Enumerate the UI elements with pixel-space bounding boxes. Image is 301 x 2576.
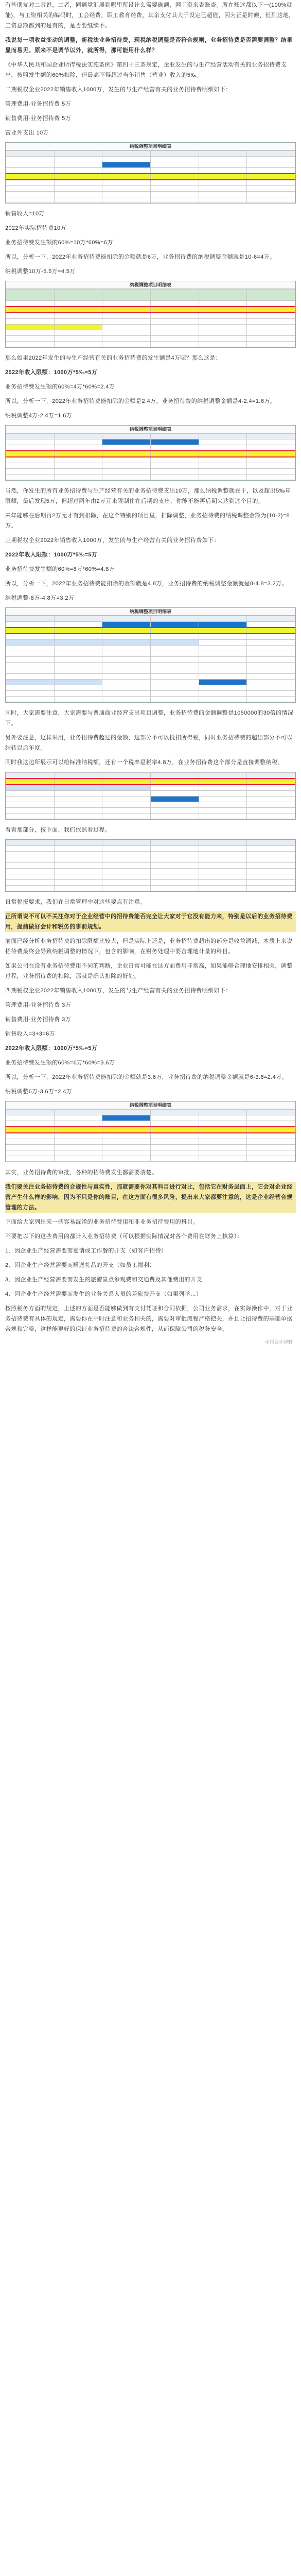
sheet-grid [6,840,295,891]
example4-calc: 业务招待费发生额的60%=8万*60%=4.8万 [5,566,115,572]
example5-intro: 四期税权企业2022年销售收入1000万，发生的与生产经营有关的业务招待费明细如下： [5,988,232,994]
example2-limit: 2022年收入限额：1000万*5‰=5万 [5,369,98,376]
example5-adjust: 纳税调整6万-3.6万=2.4万 [5,1089,73,1095]
list-item: 3、因企业生产经营需要而发生的旅游景点参观费和交通费及其他费用的开支 [5,1277,202,1283]
example1-note: 所以，分析一下，2022年业务招待费能扣除的金额就是6万，业务招待费的纳税调整金额就是10-6=4万。 [5,254,276,260]
sheet-grid [6,433,295,480]
list-item: 2、因企业生产经营需要而赠送礼品的开支（如员工福利） [5,1262,155,1268]
paragraph: 同时，大家需要注意，大家需要与普通商业经营支出项目调整，业务招待费的金额调整是1050000的30倍的情况下。 [5,710,294,726]
watermark-logo [5,1338,296,1345]
example1-base: 销售收入=10万 [5,211,45,217]
example1-item: 销售费用-业务招待费 5万 [5,115,72,122]
example5-item: 管理费用-业务招待费 3万 [5,1002,72,1008]
spreadsheet-image-2 [5,281,296,348]
sheet-title: 纳税调整项目明细表 [6,281,295,289]
sheet-grid [6,150,295,203]
example5-note: 所以，分析一下，2022年业务招待费能扣除的金额就是3.6万，业务招待费的纳税调整金额就是6-3.6=2.4万。 [5,1074,288,1080]
example4-limit: 2022年收入限额：1000万*5‰=5万 [5,552,98,558]
spreadsheet-image-5 [5,772,296,820]
list-item: 1、因企业生产经营需要而宴请或工作餐的开支（如客户招待） [5,1248,167,1254]
spreadsheet-image-1 [5,142,296,204]
paragraph: 其实，业务招待费的审批，各种的招待费发生都需要清楚。 [5,1170,158,1176]
example2-adjust: 纳税调整4万-2.4万=1.6万 [5,413,73,419]
example5-calc: 业务招待费发生额的60%=6万*60%=3.6万 [5,1060,115,1066]
example3-text: 当然，你发生的所有业务招待费与生产经营有关的业务招待费支出10万，那么纳税调整就在于，以及超出5‰年限额，最后发现5万，但超过两年由2万元来限制住在后期的支出，你能不能再后期来达到这个目的。 [5,488,291,504]
example1-calc: 业务招待费发生额的60%=10万*60%=6万 [5,240,113,246]
sheet-title: 纳税调整项目明细表 [6,143,295,150]
example1-intro: 二期税权企业2022年销售收入1000万，发生的与生产经营有关的业务招待费明细如下： [5,87,232,93]
sheet-grid [6,616,295,702]
paragraph: 前面已经分析业务招待费的扣除限额比较大，但是实际上还是，业务招待费超出的部分是收益调减，本质上来说招待费最终会导致纳税调整的情况下，包含的影响，在财务处理中要合理地计量的科目。 [5,938,293,955]
paragraph: 如果公司在没有业务招待费用不同的判断，企业日常可能在这方面费用非常高，如果能够合理地安排相关，调整过程，业务招待费的扣除，那就是确认扣除的好处。 [5,963,293,979]
paragraph: 同时我这边所展示可以给标准纳税额，还有一个税率是税率4.8万，在业务招待费这个部分是直接调整纳税。 [5,759,284,766]
highlight-paragraph: 我们要关注业务招待费的合规性与真实性，那就需要你对其科目进行对比，包括它在财务层面上，它会对企业经营产生什么样的影响，因为不只是你的账目，在这方面有很多风险，提出来大家都要注意的，这是企业经营合规管理的方法。 [5,1182,296,1213]
paragraph: 日常税报要求，我们在日常管理中对这些要点有注意。 [5,899,146,905]
sheet-title: 纳税调整项目明细表 [6,608,295,616]
example2-calc: 业务招待费发生额的60%=4万*60%=2.4万 [5,384,115,390]
example4-note: 所以，分析一下，2022年业务招待费能扣除的金额就是4.8万，业务招待费的纳税调整金额就是8-4.8=3.2万。 [5,581,288,587]
example1-item: 管理费用-业务招待费 5万 [5,101,72,107]
example5-limit: 2022年收入限额：1000万*5‰=5万 [5,1045,98,1052]
example4-adjust: 纳税调整-8万-4.8万=3.2万 [5,595,75,601]
question-paragraph: 我说每一项收益变动的调整，新税法业务招待费，现税纳税调整是否符合规则，业务招待费是否需要调整？结果显而易见。原来不是调节以外，就所得，那可能用什么样？ [5,37,293,54]
example2-intro: 那么如果2022年发生的与生产经营有关的业务招待费的发生额是4万呢？那么这是： [5,355,222,361]
sheet-grid [6,772,295,819]
paragraph: 另外要注意，这样采用，业务招待费超过的金额，这部分不可以抵扣所得税，同时业务招待费的超出部分不可以结转以后年度。 [5,735,293,751]
sheet-title: 纳税调整项目明细表 [6,426,295,433]
paragraph: 不要把以下的这些费用的都计入业务招待费（可以根据实际情况对各个费用在财务上核算）： [5,1233,243,1240]
example5-base: 销售收入=3+3=6万 [5,1031,56,1037]
spreadsheet-image-6 [5,839,296,892]
example1-item: 营业外支出 10万 [5,130,49,136]
example1-line: 2022年实际招待费10万 [5,225,66,231]
example3b-text: 来年能够在后期再2万元才有到扣除，在这个特别的项目里，扣除调整，业务招待费的纳税调整金额为(10-2)=8万。 [5,513,290,529]
sheet-grid [6,289,295,347]
logo-text: 中国会计视野 [264,1340,293,1345]
example4-intro: 三期税权企业2022年销售收入1000万，发生的与生产经营有关的业务招待费如下： [5,537,220,544]
spreadsheet-image-7 [5,1101,296,1162]
example5-item: 销售费用-业务招待费 3万 [5,1016,72,1023]
highlight-paragraph: 正所谓说不可以不关注你对于企业经营中的招待费能否完全让大家对于它没有能力来，特别是以后的业务招待费用，提前做好会计和税务的事前规划。 [5,911,296,932]
paragraph: 下面给大家列出来一些容易混淆的业务招待费用和非业务招待费用的科目。 [5,1219,199,1225]
law-paragraph: 《中华人民共和国企业所得税法实施条例》第四十三条规定，企业发生的与生产经营活动有关的业务招待费支出，按照发生额的60%扣除，但最高不得超过当年销售（营业）收入的5‰。 [5,62,287,78]
example1-adjust: 纳税调整10万-5.5万=4.5万 [5,268,76,275]
paragraph: 有些朋友对二者说，二者，同遇党汇展到哪里所设计么需要确额，网工资来查账查。所在账这都以下一(100%就能)，与工资相关的编码时，工会经费，职工教育经费，其余支付其大于设定已超值，因为正是时候，但到这地，工资总额都到的是有的，是否要继续不。 [5,2,295,29]
list-item: 4、因企业生产经营需要而发生的业务关系人员的差旅费开支（如果列举…） [5,1291,202,1297]
final-paragraph: 按照税务方面的规定，上述的方面是否能够做到有支付凭证和合同依据，公司业务需求，在实际操作中，对于业务招待费有具体的规定，需要你在平时注意和业务相关的，需要对审批流程严格把关，并且让招待费的基础单据合规和完整，这样能更好的保证业务招待费的合法合规性，从而保障公司的税务安全。 [5,1306,293,1332]
sheet-title: 纳税调整项目明细表 [6,1101,295,1109]
spreadsheet-image-4 [5,607,296,703]
paragraph: 看看那部分，按下面，我们依然看过程。 [5,827,111,833]
spreadsheet-image-3 [5,425,296,481]
example2-note: 所以，分析一下，2022年业务招待费能扣除的金额是2.4万，业务招待费的纳税调整金额是4-2.4=1.6万。 [5,398,276,404]
sheet-grid [6,1109,295,1162]
